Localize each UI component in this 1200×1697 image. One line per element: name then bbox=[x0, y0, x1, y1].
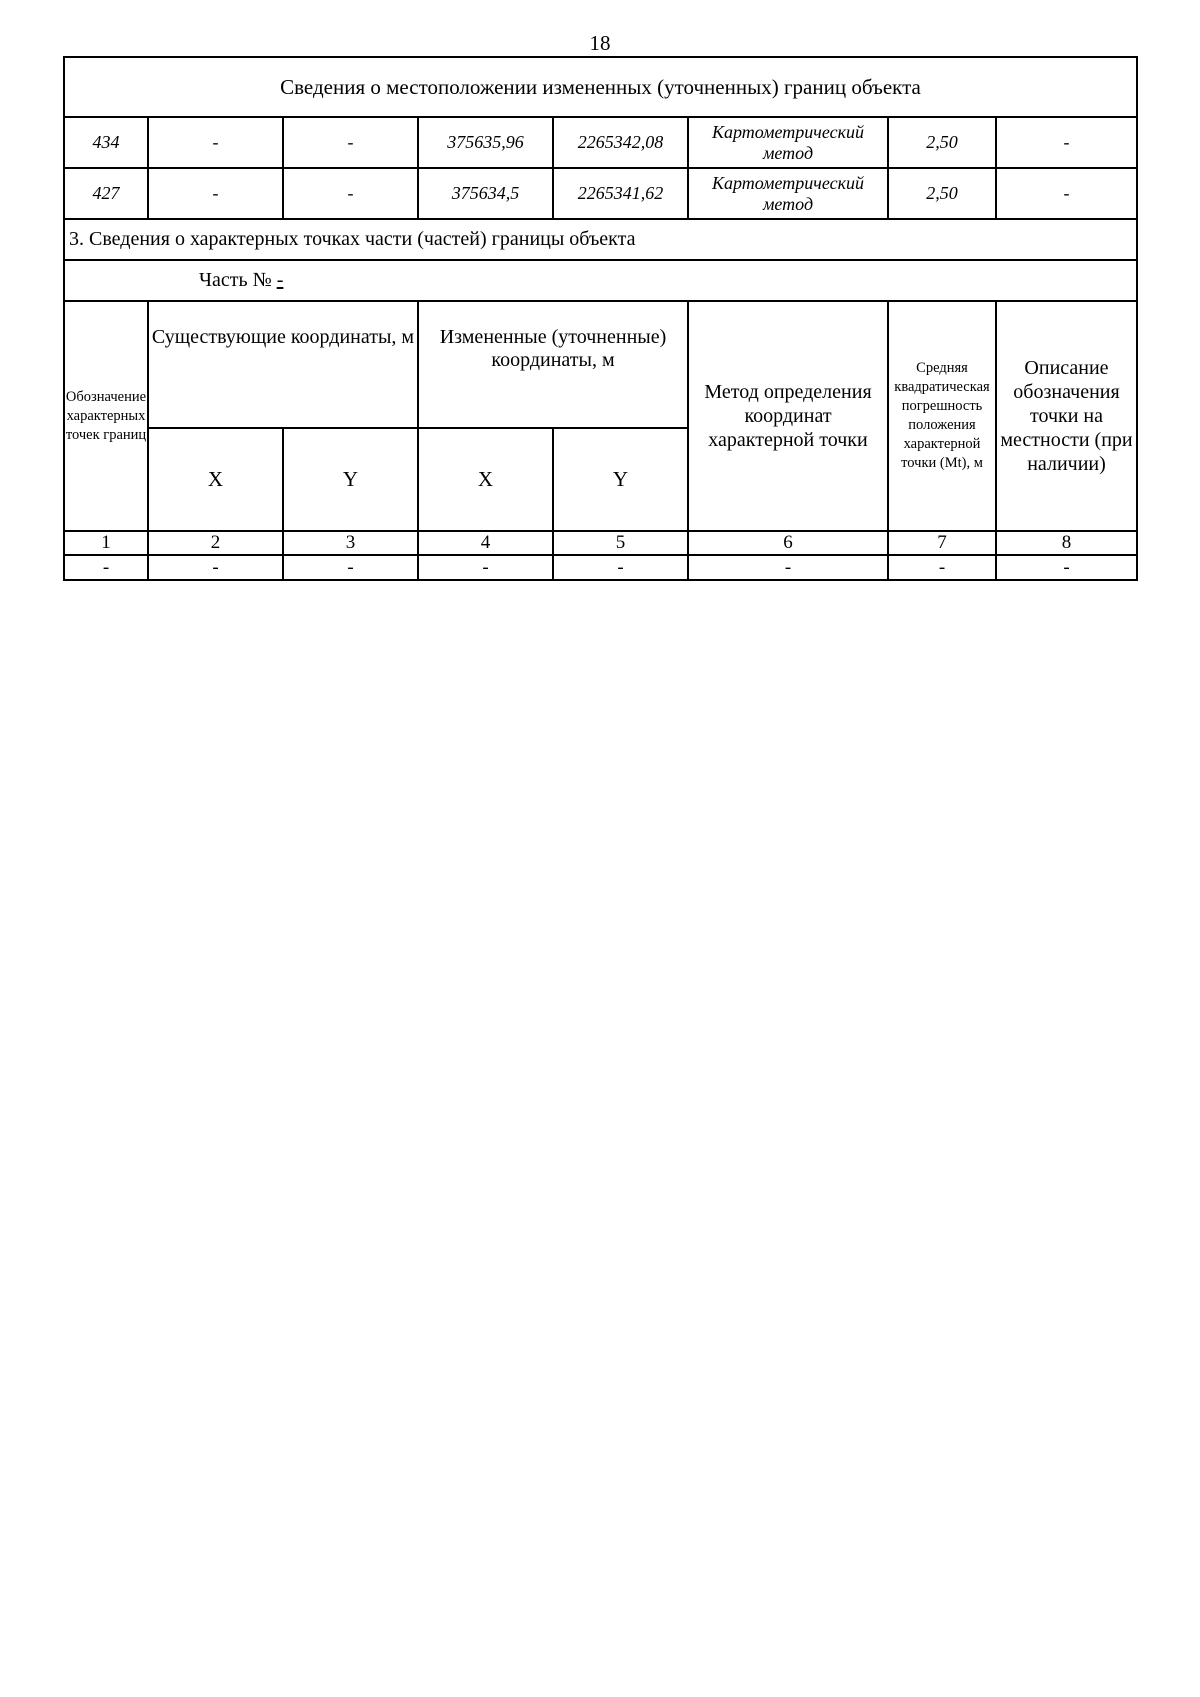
changed-x: 375635,96 bbox=[418, 117, 553, 168]
table-cell: - bbox=[688, 555, 888, 580]
method: Картометрический метод bbox=[688, 117, 888, 168]
header-accuracy: Средняя квадратическая погрешность положения характерной точки (Mt), м bbox=[888, 301, 996, 531]
header-existing-x: X bbox=[148, 428, 283, 531]
accuracy: 2,50 bbox=[888, 168, 996, 219]
table-cell: - bbox=[283, 555, 418, 580]
column-number: 8 bbox=[996, 531, 1137, 555]
part-row bbox=[64, 260, 1137, 301]
changed-y: 2265341,62 bbox=[553, 168, 688, 219]
table-row bbox=[64, 117, 1137, 168]
existing-x: - bbox=[148, 168, 283, 219]
column-number: 2 bbox=[148, 531, 283, 555]
changed-x: 375634,5 bbox=[418, 168, 553, 219]
description: - bbox=[996, 168, 1137, 219]
header-changed-coords: Измененные (уточненные) координаты, м bbox=[418, 301, 688, 428]
table-cell: - bbox=[996, 555, 1137, 580]
accuracy: 2,50 bbox=[888, 117, 996, 168]
column-number: 5 bbox=[553, 531, 688, 555]
table-row bbox=[64, 168, 1137, 219]
column-number: 6 bbox=[688, 531, 888, 555]
column-number: 4 bbox=[418, 531, 553, 555]
column-number: 3 bbox=[283, 531, 418, 555]
page-number: 18 bbox=[589, 31, 611, 55]
part-label: Часть № bbox=[199, 269, 272, 291]
table-cell: - bbox=[418, 555, 553, 580]
header-changed-y: Y bbox=[553, 428, 688, 531]
table-cell: - bbox=[148, 555, 283, 580]
changed-y: 2265342,08 bbox=[553, 117, 688, 168]
description: - bbox=[996, 117, 1137, 168]
existing-x: - bbox=[148, 117, 283, 168]
header-existing-y: Y bbox=[283, 428, 418, 531]
header-changed-x: X bbox=[418, 428, 553, 531]
point-number: 427 bbox=[64, 168, 148, 219]
existing-y: - bbox=[283, 168, 418, 219]
header-point-designation: Обозначение характерных точек границ bbox=[64, 301, 148, 531]
method: Картометрический метод bbox=[688, 168, 888, 219]
table-cell: - bbox=[888, 555, 996, 580]
existing-y: - bbox=[283, 117, 418, 168]
header-description: Описание обозначения точки на местности (при наличии) bbox=[996, 301, 1137, 531]
part-number: - bbox=[276, 269, 284, 291]
table-title-row bbox=[64, 57, 1137, 117]
table-title: Сведения о местоположении измененных (уточненных) границ объекта bbox=[64, 57, 1137, 117]
boundary-points-table bbox=[63, 56, 1138, 581]
table-cell: - bbox=[64, 555, 148, 580]
header-method: Метод определения координат характерной точки bbox=[688, 301, 888, 531]
section-title: 3. Сведения о характерных точках части (частей) границы объекта bbox=[64, 219, 1137, 260]
part-cell bbox=[64, 260, 1137, 301]
table-row bbox=[64, 555, 1137, 580]
header-existing-coords: Существующие координаты, м bbox=[148, 301, 418, 428]
header-row bbox=[64, 301, 1137, 428]
point-number: 434 bbox=[64, 117, 148, 168]
section-3-title-row bbox=[64, 219, 1137, 260]
column-number-row bbox=[64, 531, 1137, 555]
column-number: 1 bbox=[64, 531, 148, 555]
column-number: 7 bbox=[888, 531, 996, 555]
table-cell: - bbox=[553, 555, 688, 580]
